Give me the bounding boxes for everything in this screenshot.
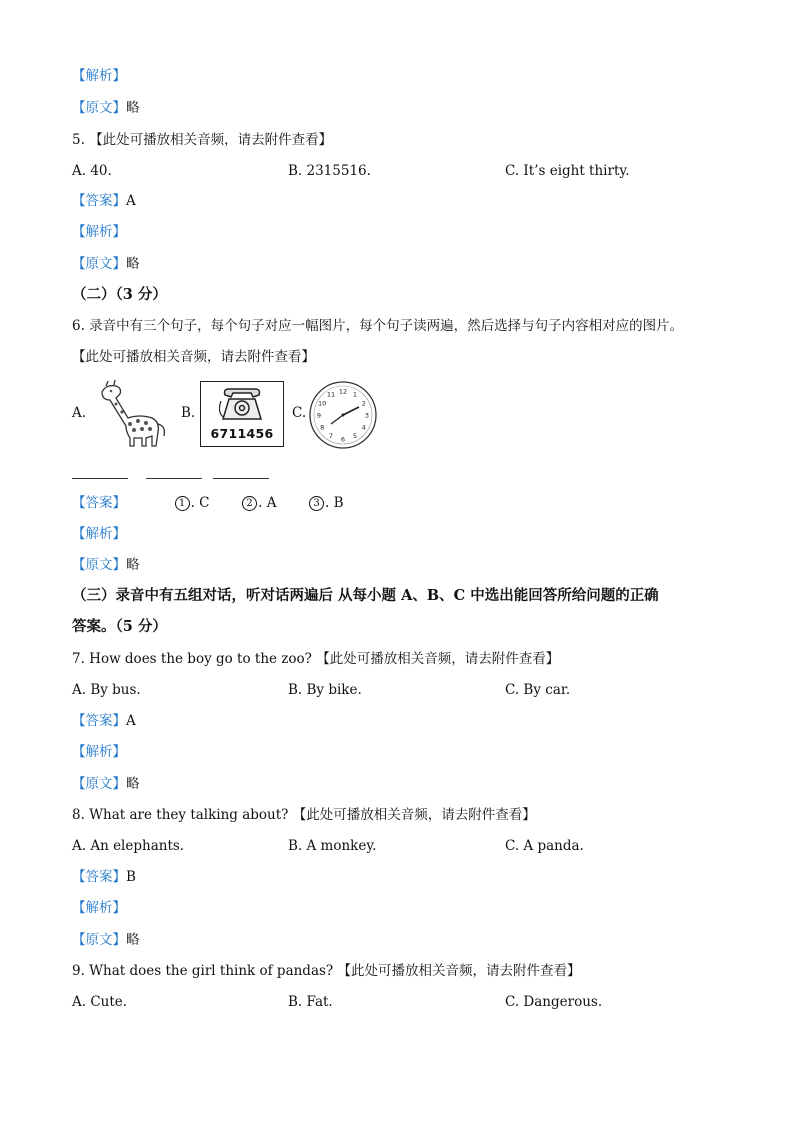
q6-stem: 6. 录音中有三个句子，每个句子对应一幅图片，每个句子读两遍，然后选择与句子内容相对应的图片。 [72,318,684,334]
clock-numeral: 12 [338,387,348,396]
q6-original: 【原文】略 [72,557,140,573]
q7-option-b: B. By bike. [288,682,362,698]
q7-option-a: A. By bus. [72,682,141,698]
telephone-image [200,381,284,447]
giraffe-image [94,380,170,450]
clock-numeral: 11 [326,390,336,399]
q8-option-c: C. A panda. [505,838,584,854]
q7-stem: 7. How does the boy go to the zoo? 【此处可播放相关音频，请去附件查看】 [72,651,560,667]
q7-analysis: 【解析】 [72,744,126,760]
q9-option-a: A. Cute. [72,994,128,1010]
clock-numeral: 1 [352,390,358,399]
clock-numeral: 3 [364,411,370,420]
q6-blank-1[interactable] [72,478,128,479]
q7-answer: 【答案】A [72,713,136,729]
clock-numeral: 2 [361,399,366,408]
q8-original: 【原文】略 [72,932,140,948]
q6-audio-note: 【此处可播放相关音频，请去附件查看】 [72,349,315,365]
section-2-title: （二）（3 分） [72,286,167,303]
q6-label-b: B. [181,405,196,421]
q5-option-b: B. 2315516. [288,163,371,179]
q5-analysis: 【解析】 [72,224,126,240]
q9-option-b: B. Fat. [288,994,333,1010]
clock-image [308,380,378,450]
q5-answer: 【答案】A [72,193,136,209]
clock-numeral: 7 [328,432,334,441]
clock-numeral: 9 [316,411,322,420]
q5-original: 【原文】略 [72,256,140,272]
q8-stem: 8. What are they talking about? 【此处可播放相关音频，请去附件查看】 [72,807,536,823]
q6-blank-2[interactable] [146,478,202,479]
clock-numeral: 4 [361,423,366,432]
q6-analysis: 【解析】 [72,526,126,542]
q8-option-b: B. A monkey. [288,838,377,854]
q8-answer: 【答案】B [72,869,136,885]
telephone-icon [219,387,265,423]
q6-label-a: A. [72,405,87,421]
original-label: 【原文】略 [72,100,140,116]
q7-original: 【原文】略 [72,776,140,792]
q5-option-c: C. It’s eight thirty. [505,163,630,179]
analysis-label: 【解析】 [72,68,126,84]
q7-option-c: C. By car. [505,682,571,698]
phone-number: 6711456 [210,426,274,441]
q6-blank-3[interactable] [213,478,269,479]
q9-stem: 9. What does the girl think of pandas? 【此处可播放相关音频，请去附件查看】 [72,963,581,979]
q8-option-a: A. An elephants. [72,838,185,854]
clock-numeral: 5 [352,432,358,441]
clock-numeral: 10 [318,399,327,408]
q6-answer: 【答案】 1 . C 2 . A 3 . B [72,495,344,511]
q6-label-c: C. [292,405,307,421]
q9-option-c: C. Dangerous. [505,994,603,1010]
section-3-title-cont: 答案。（5 分） [72,618,167,635]
q5-option-a: A. 40. [72,163,112,179]
clock-numeral: 6 [340,435,346,444]
q5-stem: 5. 【此处可播放相关音频，请去附件查看】 [72,132,333,148]
q8-analysis: 【解析】 [72,900,126,916]
clock-numeral: 8 [320,423,325,432]
section-3-title: （三）录音中有五组对话，听对话两遍后 从每小题 A、B、C 中选出能回答所给问题的正确 [72,587,659,604]
